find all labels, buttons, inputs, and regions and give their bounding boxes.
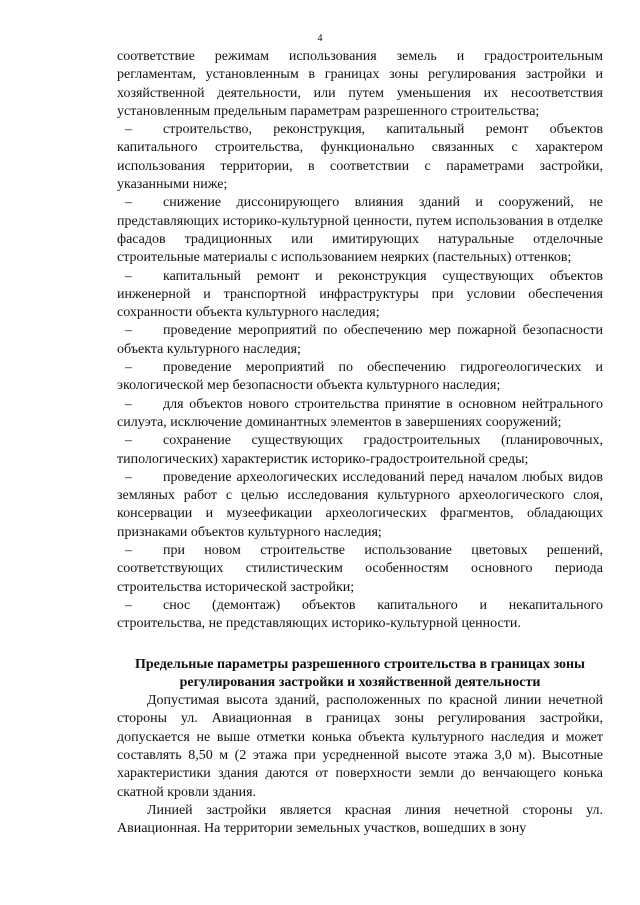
bullet-dash: – [125, 360, 132, 376]
page-number: 4 [317, 33, 323, 44]
paragraph: Линией застройки является красная линия нечетной стороны ул. Авиационная. На территории земельных участков, вошедших в зону [117, 802, 603, 837]
body-text [117, 48, 603, 838]
paragraph: Допустимая высота зданий, расположенных по красной линии нечетной стороны ул. Авиационная в границах зоны регулирования застройки, допускается не выше отметки конька объекта культурного наследия и может составлять 8,50 м (2 этажа при усредненной высоте этажа 3,0 м). Высотные характеристики здания даются от поверхности земли до венчающего конька скатной кровли здания. [117, 693, 603, 800]
bullet-dash: – [125, 396, 132, 412]
list-item [117, 359, 603, 396]
list-item-text: проведение мероприятий по обеспечению мер пожарной безопасности объекта культурного наследия; [117, 323, 603, 357]
intro-paragraph: соответствие режимам использования земель и градостроительным регламентам, установленным в границах зоны регулирования застройки и хозяйственной деятельности, или путем уменьшения их несоответствия установленным предельным параметрам разрешенного строительства; [117, 49, 603, 119]
list-item [117, 121, 603, 194]
list-item-text: проведение мероприятий по обеспечению гидрогеологических и экологической мер безопасности объекта культурного наследия; [117, 360, 603, 394]
list-item-text: проведение археологических исследований перед началом любых видов земляных работ с целью исследования культурного археологического слоя, консервации и музеефикации археологических фрагментов, обладающих признаками объектов культурного наследия; [117, 469, 603, 540]
bullet-dash: – [125, 433, 132, 449]
list-item [117, 322, 603, 359]
list-item-text: строительство, реконструкция, капитальный ремонт объектов капитального строительства, функционально связанных с характером использования территории, в соответствии с параметрами застройки, указанными ниже; [117, 122, 603, 193]
list-item [117, 597, 603, 634]
bullet-dash: – [125, 469, 132, 485]
list-item [117, 268, 603, 323]
bullet-dash: – [125, 323, 132, 339]
bullet-dash: – [125, 195, 132, 211]
list-item [117, 469, 603, 542]
list-item [117, 432, 603, 469]
list-item-text: снос (демонтаж) объектов капитального и некапитального строительства, не представляющих историко-культурной ценности. [117, 597, 603, 632]
list-item [117, 194, 603, 267]
section-heading: Предельные параметры разрешенного строительства в границах зоны регулирования застройки и хозяйственной деятельности [135, 656, 585, 690]
list-item-text: для объектов нового строительства принятие в основном нейтрального силуэта, исключение доминантных элементов в завершениях сооружений; [117, 396, 603, 430]
list-item [117, 542, 603, 597]
list-item [117, 396, 603, 433]
bullet-dash: – [125, 597, 132, 613]
bullet-dash: – [125, 268, 132, 284]
bullet-dash: – [125, 122, 132, 138]
list-item-text: сохранение существующих градостроительных (планировочных, типологических) характеристик историко-градостроительной среды; [117, 433, 603, 467]
list-item-text: капитальный ремонт и реконструкция существующих объектов инженерной и транспортной инфраструктуры при условии обеспечения сохранности объекта культурного наследия; [117, 268, 603, 321]
bullet-dash: – [125, 543, 132, 559]
list-item-text: снижение диссонирующего влияния зданий и сооружений, не представляющих историко-культурной ценности, путем использования в отделке фасадов традиционных или имитирующих натуральные отделочные строительные материалы с использованием неярких (пастельных) оттенков; [117, 195, 603, 266]
list-item-text: при новом строительстве использование цветовых решений, соответствующих стилистическим особенностям основного периода строительства исторической застройки; [117, 543, 603, 595]
